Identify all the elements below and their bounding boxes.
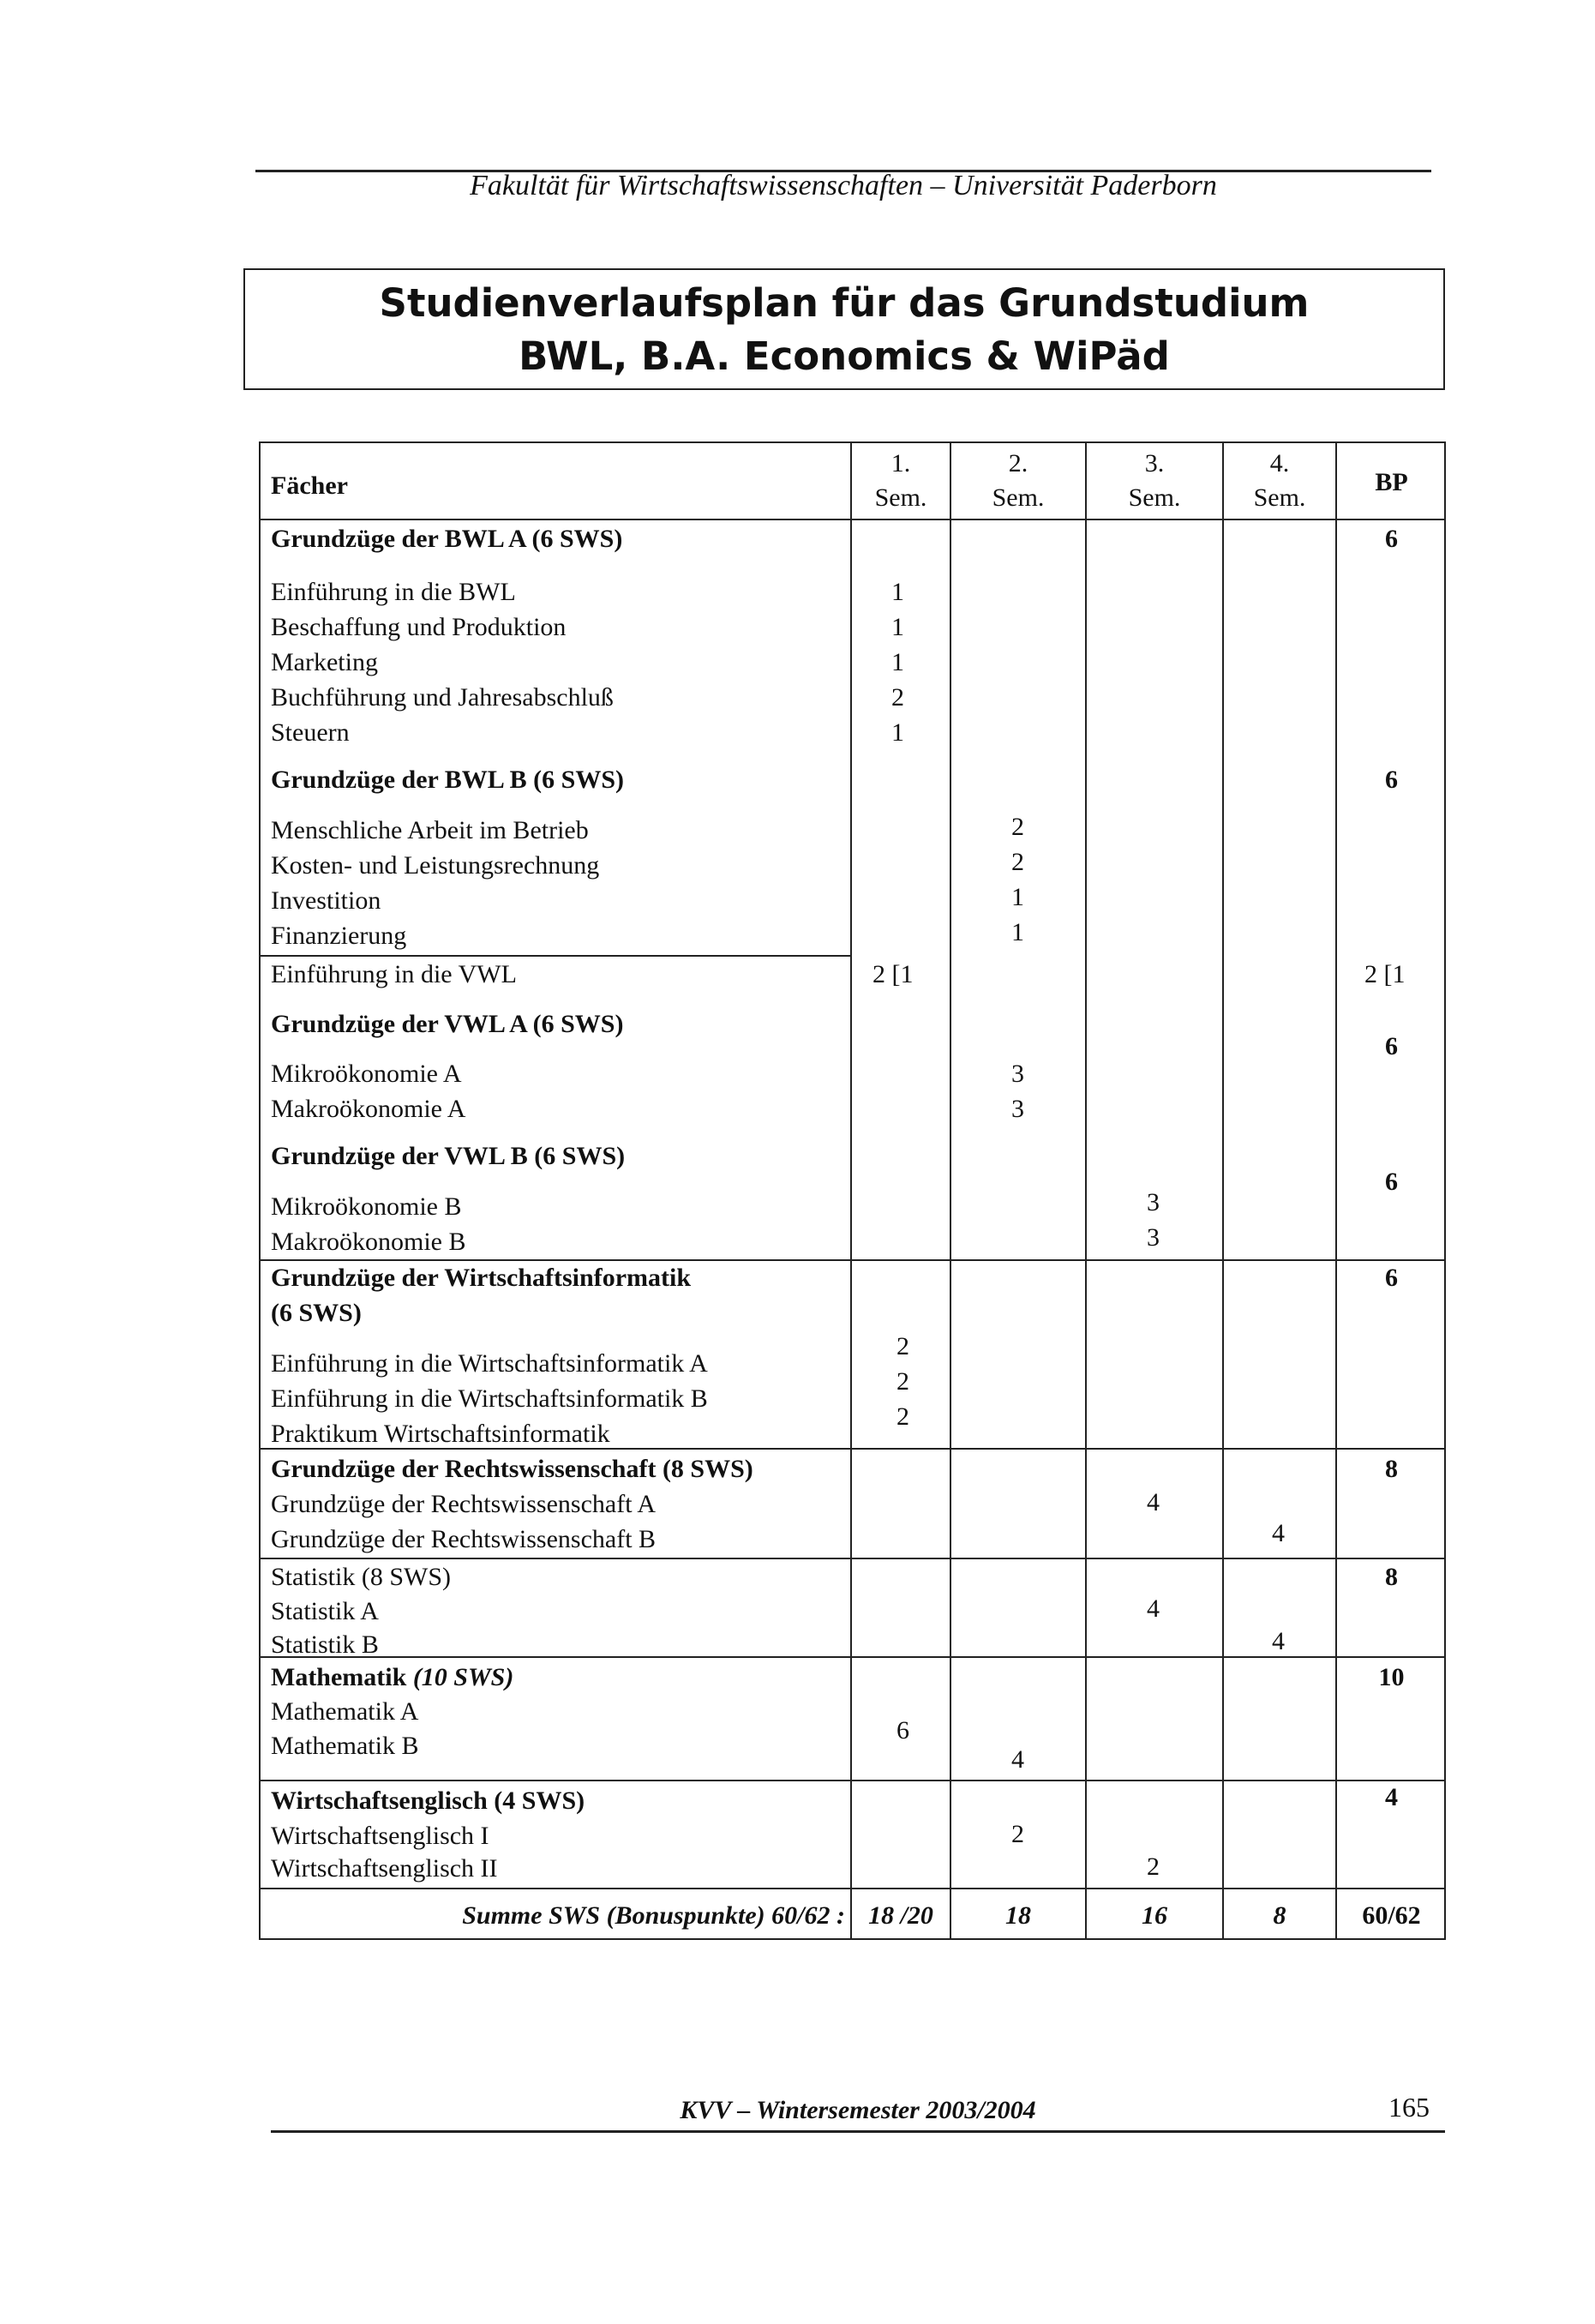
title-line-1: Studienverlaufsplan für das Grundstudium [379,280,1310,326]
sws-value: 1 [891,648,904,676]
sws-value: 1 [1011,918,1024,946]
section-title: Grundzüge der BWL A (6 SWS) [271,525,623,553]
col-divider-3 [1085,443,1087,1938]
bp-value: 8 [1385,1563,1398,1591]
sws-value: 2 [1011,813,1024,841]
col-header-bp: BP [1375,468,1408,496]
sws-value: 3 [1011,1060,1024,1088]
page-header: Fakultät für Wirtschaftswissenschaften – Universität Paderborn [470,170,1217,201]
sum-sem4: 8 [1273,1901,1286,1930]
course-name: Mathematik A [271,1697,419,1726]
footer-rule [271,2130,1445,2133]
bp-value: 6 [1385,1032,1398,1060]
col-header-sem2-num: 2. [1008,449,1028,477]
section-title-sws: (10 SWS) [412,1663,514,1691]
course-name: Statistik B [271,1630,379,1659]
bp-value: 6 [1385,1264,1398,1292]
section-title: Wirtschaftsenglisch (4 SWS) [271,1787,585,1815]
course-name: Einführung in die BWL [271,578,516,606]
course-name: Einführung in die VWL [271,960,517,988]
course-name: Steuern [271,718,350,747]
course-name: Wirtschaftsenglisch II [271,1854,498,1883]
course-name: Buchführung und Jahresabschluß [271,683,614,712]
sum-sem2: 18 [1005,1901,1031,1930]
course-name: Mathematik B [271,1732,419,1760]
course-name: Grundzüge der Rechtswissenschaft A [271,1490,657,1518]
course-name: Praktikum Wirtschaftsinformatik [271,1420,610,1448]
sws-value: 4 [1272,1519,1285,1547]
sws-value: 6 [896,1716,909,1745]
sws-value: 4 [1011,1745,1024,1774]
section-title-sws: (6 SWS) [271,1299,362,1327]
bp-value: 6 [1385,525,1398,553]
sws-value: 2 [896,1402,909,1431]
sws-value: 4 [1147,1594,1160,1623]
col-divider-4 [1222,443,1224,1938]
sws-value: 2 [1 [872,960,914,988]
bp-value: 8 [1385,1455,1398,1483]
sws-value: 3 [1147,1223,1160,1252]
bp-value: 6 [1385,766,1398,794]
row-divider [261,955,850,957]
row-divider [261,1656,1444,1658]
course-name: Makroökonomie A [271,1095,466,1123]
page-footer: KVV – Wintersemester 2003/2004 [680,2096,1036,2124]
course-name: Statistik A [271,1597,379,1625]
sum-bp: 60/62 [1362,1901,1421,1930]
course-name: Wirtschaftsenglisch I [271,1822,489,1850]
row-divider [261,519,1444,520]
col-header-sem2-label: Sem. [992,483,1045,512]
course-name: Marketing [271,648,378,676]
sws-value: 3 [1147,1188,1160,1216]
sum-label: Summe SWS (Bonuspunkte) 60/62 : [462,1901,845,1930]
course-name: Makroökonomie B [271,1228,466,1256]
sws-value: 2 [1011,848,1024,876]
sum-sem1: 18 /20 [868,1901,933,1930]
course-name: Investition [271,886,381,915]
sws-value: 3 [1011,1095,1024,1123]
bp-value: 10 [1378,1663,1405,1691]
sws-value: 2 [1011,1820,1024,1848]
sws-value: 1 [891,613,904,641]
row-divider [261,1558,1444,1559]
title-line-2: BWL, B.A. Economics & WiPäd [519,333,1170,379]
sws-value: 4 [1147,1488,1160,1516]
col-header-sem4-label: Sem. [1253,483,1306,512]
section-title: Grundzüge der Wirtschaftsinformatik [271,1264,692,1292]
col-header-sem3-label: Sem. [1128,483,1181,512]
sws-value: 1 [1011,883,1024,911]
col-header-sem1-label: Sem. [874,483,927,512]
section-title: Statistik (8 SWS) [271,1563,452,1591]
col-header-sem1-num: 1. [890,449,911,477]
sws-value: 2 [1147,1853,1160,1881]
sws-value: 2 [896,1367,909,1396]
section-title: Grundzüge der VWL B (6 SWS) [271,1142,626,1170]
section-title: Grundzüge der Rechtswissenschaft (8 SWS) [271,1455,753,1483]
row-divider [261,1888,1444,1889]
study-plan-table [259,441,1446,1940]
col-header-sem3-num: 3. [1144,449,1165,477]
bp-value: 2 [1 [1364,960,1406,988]
sws-value: 2 [896,1332,909,1360]
sws-value: 1 [891,718,904,747]
section-title-text: Mathematik [271,1663,407,1691]
sws-value: 1 [891,578,904,606]
course-name: Kosten- und Leistungsrechnung [271,851,600,880]
title-box [243,268,1445,390]
bp-value: 6 [1385,1168,1398,1196]
course-name: Mikroökonomie B [271,1192,462,1221]
course-name: Beschaffung und Produktion [271,613,567,641]
course-name: Finanzierung [271,922,407,950]
page-number: 165 [1388,2092,1430,2123]
col-header-sem4-num: 4. [1269,449,1290,477]
course-name: Menschliche Arbeit im Betrieb [271,816,589,844]
row-divider [261,1780,1444,1781]
section-title: Grundzüge der VWL A (6 SWS) [271,1010,624,1038]
col-divider-2 [950,443,951,1938]
course-name: Mikroökonomie A [271,1060,462,1088]
sws-value: 2 [891,683,904,712]
course-name: Einführung in die Wirtschaftsinformatik A [271,1349,708,1378]
sum-sem3: 16 [1142,1901,1167,1930]
course-name: Einführung in die Wirtschaftsinformatik B [271,1384,708,1413]
bp-value: 4 [1385,1783,1398,1811]
header-rule [255,170,1431,172]
course-name: Grundzüge der Rechtswissenschaft B [271,1525,657,1553]
col-divider-1 [850,443,852,1938]
col-header-faecher: Fächer [271,471,348,500]
section-title: Grundzüge der BWL B (6 SWS) [271,766,625,794]
sws-value: 4 [1272,1627,1285,1655]
section-title [271,1660,513,1695]
